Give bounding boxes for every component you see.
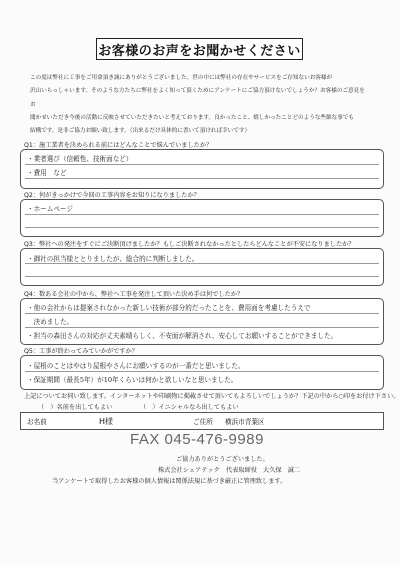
intro-text: [30, 72, 370, 138]
question-5-answer-box: [20, 355, 384, 390]
ruled-line: [25, 327, 379, 328]
ruled-line: [25, 276, 379, 277]
company-text: 株式会社シェアテック 代表取締役 大久保 誠二: [158, 467, 301, 474]
address-value: 横浜市青葉区: [225, 418, 265, 426]
consent-question: 上記についてお伺い致します。インターネットや印刷物に掲載させて頂いてもよろしいでしょうか？下記の中から○印をお付け下さい。: [24, 393, 400, 400]
consent-option-name[interactable]: （ ）名前を出してもよい: [38, 404, 113, 411]
ruled-line: [25, 371, 379, 372]
consent-option-initial[interactable]: （ ）イニシャルなら出してもよい: [140, 404, 239, 411]
handwritten-answer: ・他の会社からは提案されなかった新しい技術が部分的だったことを、費用面を考慮したうえで: [27, 304, 311, 312]
handwritten-answer: ・御社の担当様ととりましたが、総合的に判断しました。: [27, 255, 199, 263]
question-3-answer-box: [20, 248, 384, 286]
intro-line: 沢山いらっしゃいます。そのような方たちに弊社をよく知って頂くためにアンケートにご協力頂けないでしょうか？お客様のご意見をお: [30, 88, 365, 108]
privacy-notice: 当アンケートで取得したお客様の個人情報は関係法規に基づき厳正に管理致します。: [52, 478, 287, 485]
handwritten-answer: ・費用 など: [27, 169, 67, 177]
intro-line: 結構です。是非ご協力お願い致します。（出来るだけ具体的に書いて頂ければ幸いです）: [30, 128, 251, 135]
question-3-label: Q3：弊社への発注をすぐにご決断頂けましたか？もしご決断されなかったとしたらどんなことが不安になりましたか？: [24, 241, 355, 248]
handwritten-answer: 決めました。: [27, 318, 74, 326]
question-5-label: Q5：工事が終わってみていかがですか？: [24, 348, 138, 355]
name-label: お名前: [27, 418, 47, 426]
intro-line: この度は弊社に工事をご用命頂き誠にありがとうございました。世の中には弊社の存在やサービスをご存知ないお客様が: [30, 75, 333, 81]
question-4-label: Q4：数ある会社の中から、弊社へ工事を発注して頂いた決め手は何でしたか？: [24, 291, 244, 298]
question-2-label: Q2：何がきっかけで今回の工事内容をお知りになりましたか？: [24, 192, 200, 199]
handwritten-answer: ・保証期間（最長5年）が10年くらいは何かと欲しいなと思いました。: [27, 376, 238, 384]
ruled-line: [25, 227, 379, 228]
handwritten-answer: ・屋根のことはやはり屋根やさんにお願いするのが一番だと思いました。: [27, 362, 245, 370]
ruled-line: [25, 313, 379, 314]
ruled-line: [25, 178, 379, 179]
handwritten-answer: ・業者選び（信頼性、技術面など）: [27, 155, 133, 163]
page-title: お客様のお声をお聞かせください: [96, 38, 303, 60]
question-2-answer-box: [20, 199, 384, 237]
ruled-line: [25, 164, 379, 165]
ruled-line: [25, 263, 379, 264]
address-label: ご住所: [193, 418, 213, 426]
ruled-line: [25, 214, 379, 215]
question-4-answer-box: [20, 298, 384, 345]
handwritten-answer: ・ホームページ: [27, 205, 74, 213]
intro-line: 聞かせいただき今後の活動に反映させていただきたいと考えております。良かったこと、嬉しかったことどのような些細な事でも: [30, 114, 354, 121]
question-1-label: Q1：施工業者を決められる前にはどんなことで悩んでいましたか？: [24, 142, 213, 149]
question-1-answer-box: [20, 149, 384, 189]
fax-number: FAX 045-476-9989: [130, 431, 264, 448]
handwritten-answer: ・担当の森田さんの対応が丈夫素晴らしく、不安面が解消され、安心してお願いすることができました。: [27, 332, 338, 340]
thanks-text: ご協力ありがとうございました。: [176, 456, 269, 463]
name-value: H様: [99, 416, 114, 426]
signature-box: [20, 412, 384, 430]
